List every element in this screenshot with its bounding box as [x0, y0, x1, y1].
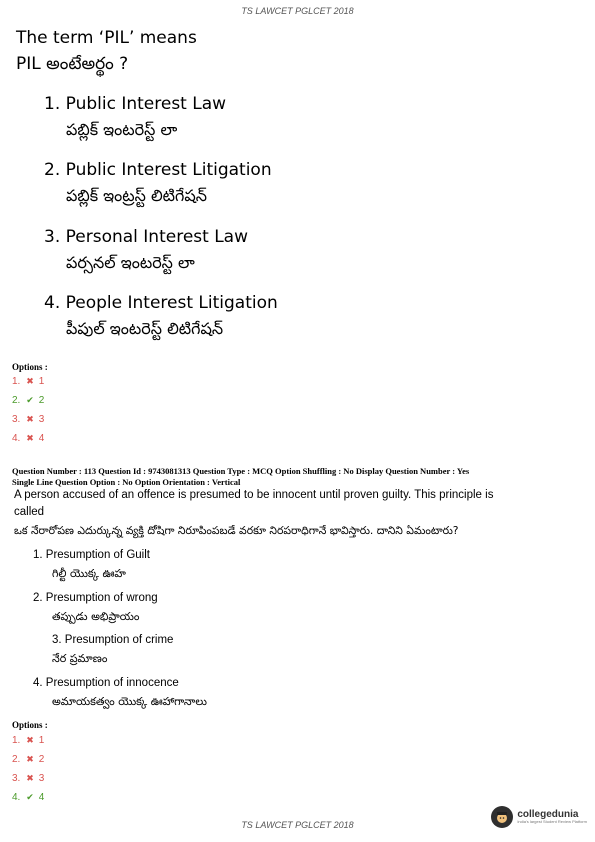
q1-option-1: 1. ✖ 1 — [12, 376, 45, 387]
q2-body-english-line-1: A person accused of an offence is presumed to be innocent until proven guilty. This principle is — [14, 489, 494, 501]
q1-choice-1-english: 1. Public Interest Law — [44, 94, 227, 114]
q1-option-3: 3. ✖ 3 — [12, 414, 45, 425]
q2-choice-4-telugu: అమాయకత్వం యొక్క ఊహాగానాలు — [52, 695, 207, 708]
q1-option-4: 4. ✖ 4 — [12, 433, 45, 444]
logo-name: collegedunia — [517, 808, 579, 820]
q2-option-4: 4. ✔ 4 — [12, 792, 45, 803]
page-footer: TS LAWCET PGLCET 2018 — [241, 820, 354, 830]
q2-option-2: 2. ✖ 2 — [12, 754, 45, 765]
q1-title-english: The term ‘PIL’ means — [16, 28, 197, 48]
q2-choice-2-telugu: తప్పుడు అభిప్రాయం — [52, 610, 140, 623]
q2-option-1: 1. ✖ 1 — [12, 735, 45, 746]
q1-choice-3-english: 3. Personal Interest Law — [44, 227, 248, 247]
q2-choice-3-telugu: నేర ప్రమాణం — [52, 652, 108, 665]
q1-choice-3-telugu: పర్సనల్ ఇంటరెస్ట్ లా — [66, 253, 195, 272]
q2-meta-line-1: Question Number : 113 Question Id : 9743081313 Question Type : MCQ Option Shuffling : No Display Question Number : Yes — [12, 466, 470, 476]
cross-icon: ✖ — [26, 414, 34, 424]
cross-icon: ✖ — [26, 376, 34, 386]
q2-choice-2-english: 2. Presumption of wrong — [33, 592, 158, 604]
q1-choice-4-english: 4. People Interest Litigation — [44, 293, 278, 313]
check-icon: ✔ — [26, 395, 34, 405]
cross-icon: ✖ — [26, 754, 34, 764]
q1-choice-4-telugu: పీపుల్ ఇంటరెస్ట్ లిటిగేషన్ — [66, 319, 224, 338]
q2-body-english-line-2: called — [14, 506, 45, 518]
q2-options-label: Options : — [12, 720, 48, 730]
cross-icon: ✖ — [26, 735, 34, 745]
q2-choice-3-english: 3. Presumption of crime — [52, 634, 174, 646]
q1-choice-2-telugu: పబ్లిక్ ఇంట్రస్ట్ లిటిగేషన్ — [66, 186, 208, 205]
q1-choice-1-telugu: పబ్లిక్ ఇంటరెస్ట్ లా — [66, 120, 178, 139]
logo-tagline: India's largest Student Review Platform — [517, 819, 587, 825]
collegedunia-logo — [491, 806, 587, 828]
q2-option-3: 3. ✖ 3 — [12, 773, 45, 784]
q2-choice-4-english: 4. Presumption of innocence — [33, 677, 179, 689]
q2-choice-1-english: 1. Presumption of Guilt — [33, 549, 150, 561]
q2-body-telugu: ఒక నేరారోపణ ఎదుర్కున్న వ్యక్తి దోషిగా నిరూపింపబడే వరకూ నిరపరాధిగానే భావిస్తారు. దానిని ఏమంటారు? — [14, 524, 459, 537]
mascot-icon — [491, 806, 513, 828]
q2-choice-1-telugu: గిల్టీ యొక్క ఊహ — [52, 567, 126, 580]
q1-option-2: 2. ✔ 2 — [12, 395, 45, 406]
q1-options-label: Options : — [12, 362, 48, 372]
page-header: TS LAWCET PGLCET 2018 — [241, 6, 354, 16]
check-icon: ✔ — [26, 792, 34, 802]
q1-title-telugu: PIL అంటేఅర్థం ? — [16, 54, 129, 74]
q2-meta-line-2: Single Line Question Option : No Option Orientation : Vertical — [12, 477, 241, 487]
q1-choice-2-english: 2. Public Interest Litigation — [44, 160, 272, 180]
cross-icon: ✖ — [26, 433, 34, 443]
cross-icon: ✖ — [26, 773, 34, 783]
